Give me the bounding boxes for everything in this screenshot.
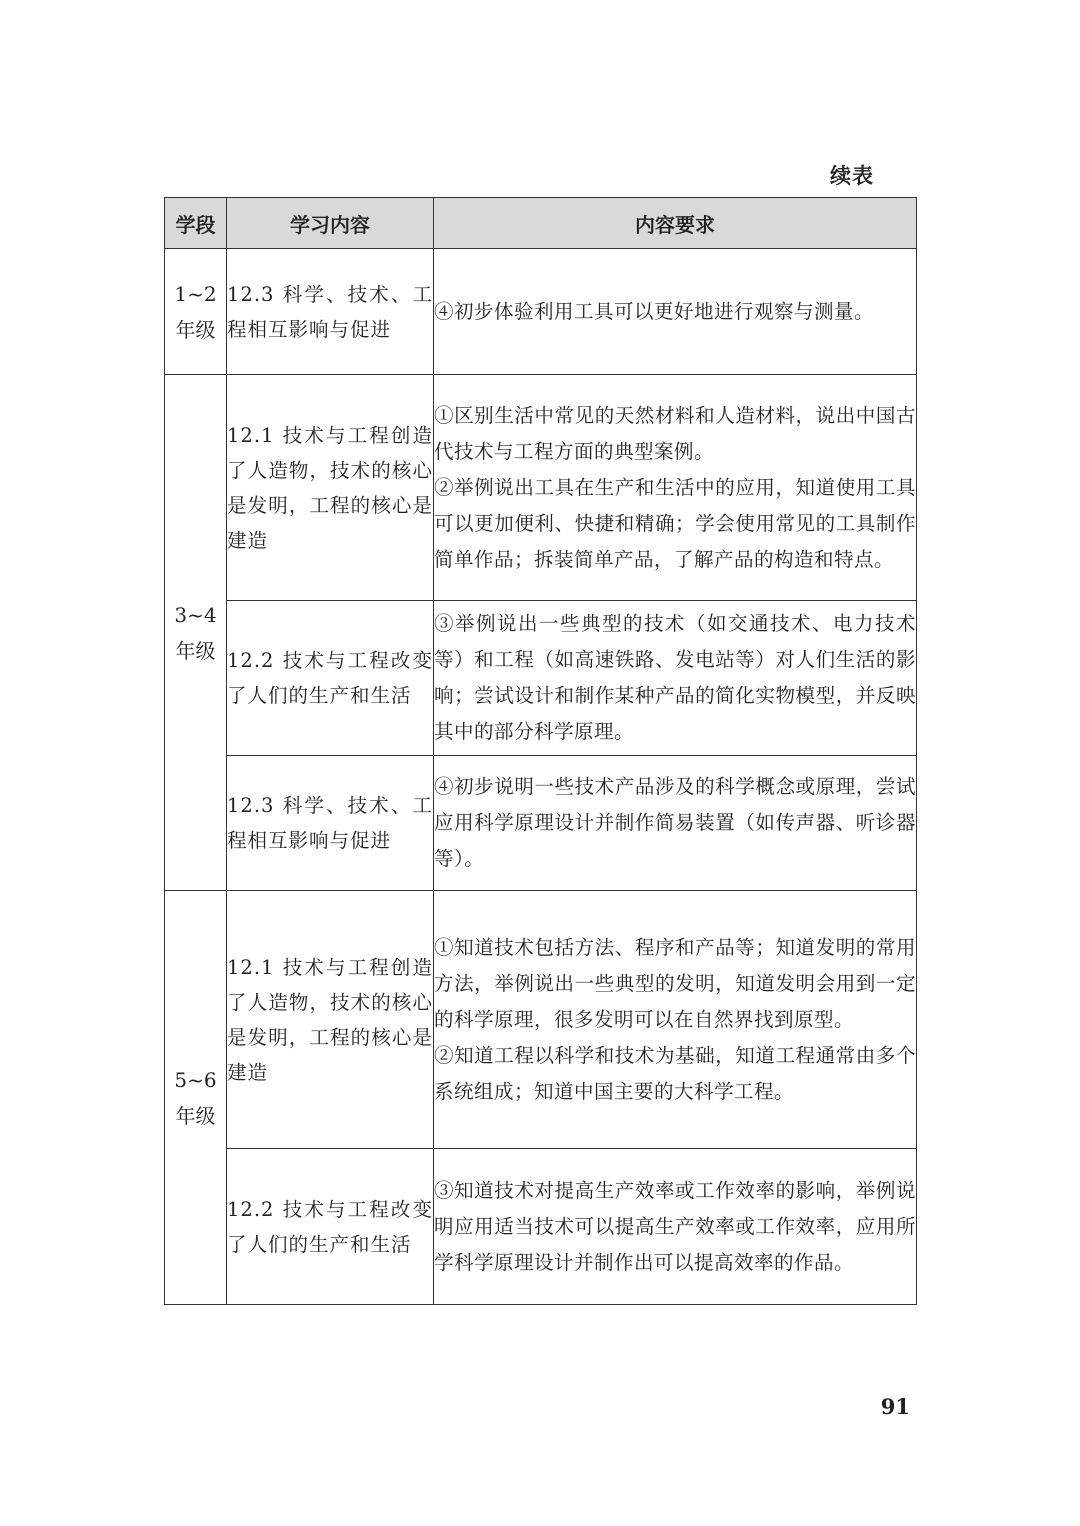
requirement-cell	[434, 891, 917, 1149]
requirement-cell	[434, 756, 917, 891]
requirement-item: ②举例说出工具在生产和生活中的应用，知道使用工具可以更加便利、快捷和精确；学会使用常见的工具制作简单作品；拆装简单产品，了解产品的构造和特点。	[434, 475, 916, 571]
requirement-cell	[434, 249, 917, 375]
requirement-item: ④初步说明一些技术产品涉及的科学概念或原理，尝试应用科学原理设计并制作简易装置（如传声器、听诊器等）。	[434, 775, 916, 870]
table-header-row	[165, 198, 917, 249]
header-content: 学习内容	[227, 198, 434, 249]
table-row	[165, 1149, 917, 1305]
table-row	[165, 601, 917, 756]
stage-grade-range: 5~6	[174, 1067, 217, 1092]
continued-table-label: 续表	[830, 164, 874, 188]
topic-cell: 12.3 科学、技术、工程相互影响与促进	[227, 249, 434, 375]
table-row	[165, 756, 917, 891]
curriculum-table	[164, 197, 917, 1305]
stage-grade-label: 年级	[175, 317, 216, 342]
requirement-item: ③知道技术对提高生产效率或工作效率的影响，举例说明应用适当技术可以提高生产效率或工作效率，应用所学科学原理设计并制作出可以提高效率的作品。	[434, 1178, 916, 1274]
stage-grade-label: 年级	[175, 638, 216, 663]
topic-cell: 12.3 科学、技术、工程相互影响与促进	[227, 756, 434, 891]
requirement-item: ①知道技术包括方法、程序和产品等；知道发明的常用方法，举例说出一些典型的发明，知道发明会用到一定的科学原理，很多发明可以在自然界找到原型。	[434, 935, 916, 1031]
topic-cell: 12.1 技术与工程创造了人造物，技术的核心是发明，工程的核心是建造	[227, 375, 434, 601]
requirement-item: ②知道工程以科学和技术为基础，知道工程通常由多个系统组成；知道中国主要的大科学工程。	[434, 1043, 916, 1103]
stage-grade-range: 1~2	[174, 281, 217, 306]
topic-cell: 12.2 技术与工程改变了人们的生产和生活	[227, 1149, 434, 1305]
topic-cell: 12.2 技术与工程改变了人们的生产和生活	[227, 601, 434, 756]
topic-cell: 12.1 技术与工程创造了人造物，技术的核心是发明，工程的核心是建造	[227, 891, 434, 1149]
header-requirements: 内容要求	[434, 198, 917, 249]
stage-cell-3-4	[165, 375, 227, 891]
requirement-cell	[434, 375, 917, 601]
table-row	[165, 891, 917, 1149]
stage-grade-range: 3~4	[174, 602, 217, 627]
requirement-item: ①区别生活中常见的天然材料和人造材料，说出中国古代技术与工程方面的典型案例。	[434, 403, 916, 463]
stage-cell-5-6	[165, 891, 227, 1305]
stage-cell-1-2	[165, 249, 227, 375]
page-number: 91	[880, 1394, 910, 1419]
header-stage: 学段	[165, 198, 227, 249]
requirement-item: ③举例说出一些典型的技术（如交通技术、电力技术等）和工程（如高速铁路、发电站等）对人们生活的影响；尝试设计和制作某种产品的简化实物模型，并反映其中的部分科学原理。	[434, 612, 916, 743]
requirement-cell	[434, 601, 917, 756]
requirement-cell	[434, 1149, 917, 1305]
table-row	[165, 249, 917, 375]
table-row	[165, 375, 917, 601]
requirement-item: ④初步体验利用工具可以更好地进行观察与测量。	[434, 299, 875, 323]
stage-grade-label: 年级	[175, 1103, 216, 1128]
